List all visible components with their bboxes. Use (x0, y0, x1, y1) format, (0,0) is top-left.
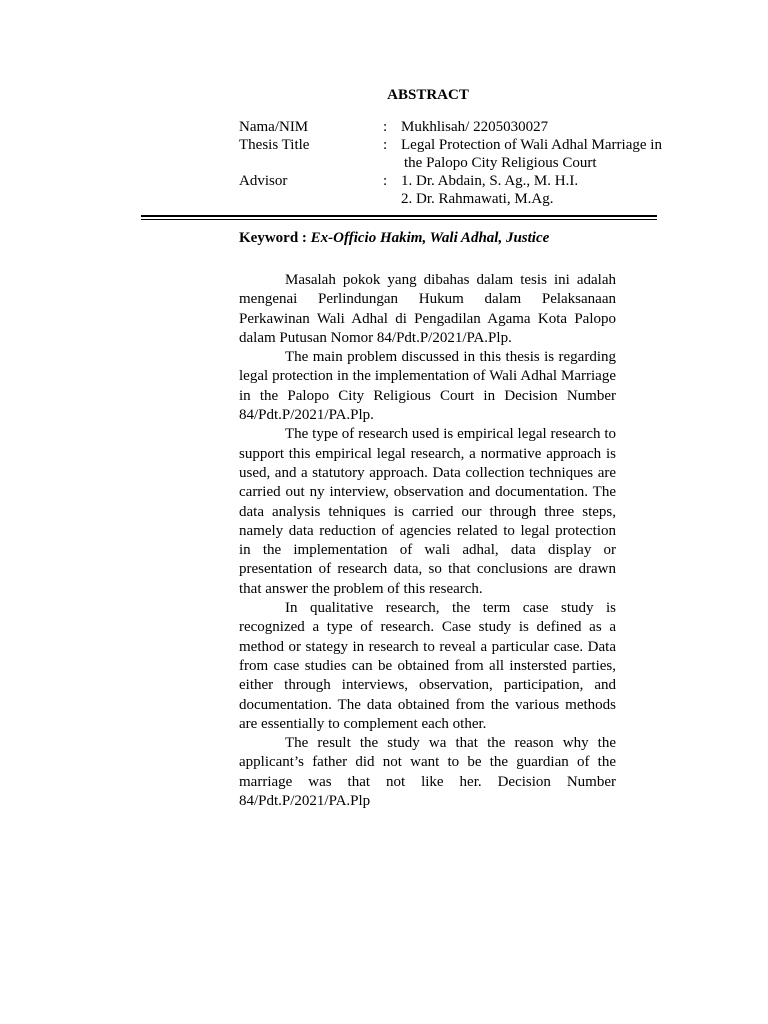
abstract-title: ABSTRACT (387, 87, 469, 103)
abstract-body (239, 271, 616, 811)
paragraph-case-study: In qualitative research, the term case study is recognized a type of research. Case study is defined as a method or stategy in research to reveal a particular case. Data from case studies can be obtained from all instersted parties, either through interviews, observation, participation, and documentation. The data obtained from the various methods are essentially to complement each other. (239, 600, 616, 732)
paragraph-result: The result the study wa that the reason why the applicant’s father did not want to be the guardian of the marriage was that not like her. Decision Number 84/Pdt.P/2021/PA.Plp (239, 735, 616, 810)
nama-label: Nama/NIM (239, 119, 309, 135)
advisor-1: 1. Dr. Abdain, S. Ag., M. H.I. (401, 173, 579, 189)
keyword-label: Keyword : (239, 230, 311, 246)
thesis-title-value-line1: Legal Protection of Wali Adhal Marriage in (401, 137, 662, 153)
thesis-title-value-line2: the Palopo City Religious Court (404, 155, 597, 171)
advisor-label: Advisor (239, 173, 288, 189)
divider-thick (141, 215, 657, 217)
colon-separator: : (383, 173, 388, 189)
keyword-line (239, 230, 549, 247)
keyword-value: Ex-Officio Hakim, Wali Adhal, Justice (310, 230, 550, 246)
paragraph-main-problem: The main problem discussed in this thesis is regarding legal protection in the implementation of Wali Adhal Marriage in the Palopo City Religious Court in Decision Number 84/Pdt.P/2021/PA.Plp. (239, 349, 616, 424)
advisor-2: 2. Dr. Rahmawati, M.Ag. (401, 191, 554, 207)
paragraph-research-type: The type of research used is empirical legal research to support this empirical legal research, a normative approach is used, and a statutory approach. Data collection techniques are carried out ny interview, observation and documentation. The data analysis tehniques is carried our through three steps, namely data reduction of agencies related to legal protection in the implementation of wali adhal, data display or presentation of research data, so that conclusions are drawn that answer the problem of this research. (239, 426, 616, 597)
colon-separator: : (383, 137, 388, 153)
paragraph-indonesian-summary: Masalah pokok yang dibahas dalam tesis ini adalah mengenai Perlindungan Hukum dalam Pelaksanaan Perkawinan Wali Adhal di Pengadilan Agama Kota Palopo dalam Putusan Nomor 84/Pdt.P/2021/PA.Plp. (239, 272, 616, 346)
thesis-title-label: Thesis Title (239, 137, 310, 153)
nama-value: Mukhlisah/ 2205030027 (401, 119, 549, 135)
divider-thin (141, 219, 657, 220)
colon-separator: : (383, 119, 388, 135)
